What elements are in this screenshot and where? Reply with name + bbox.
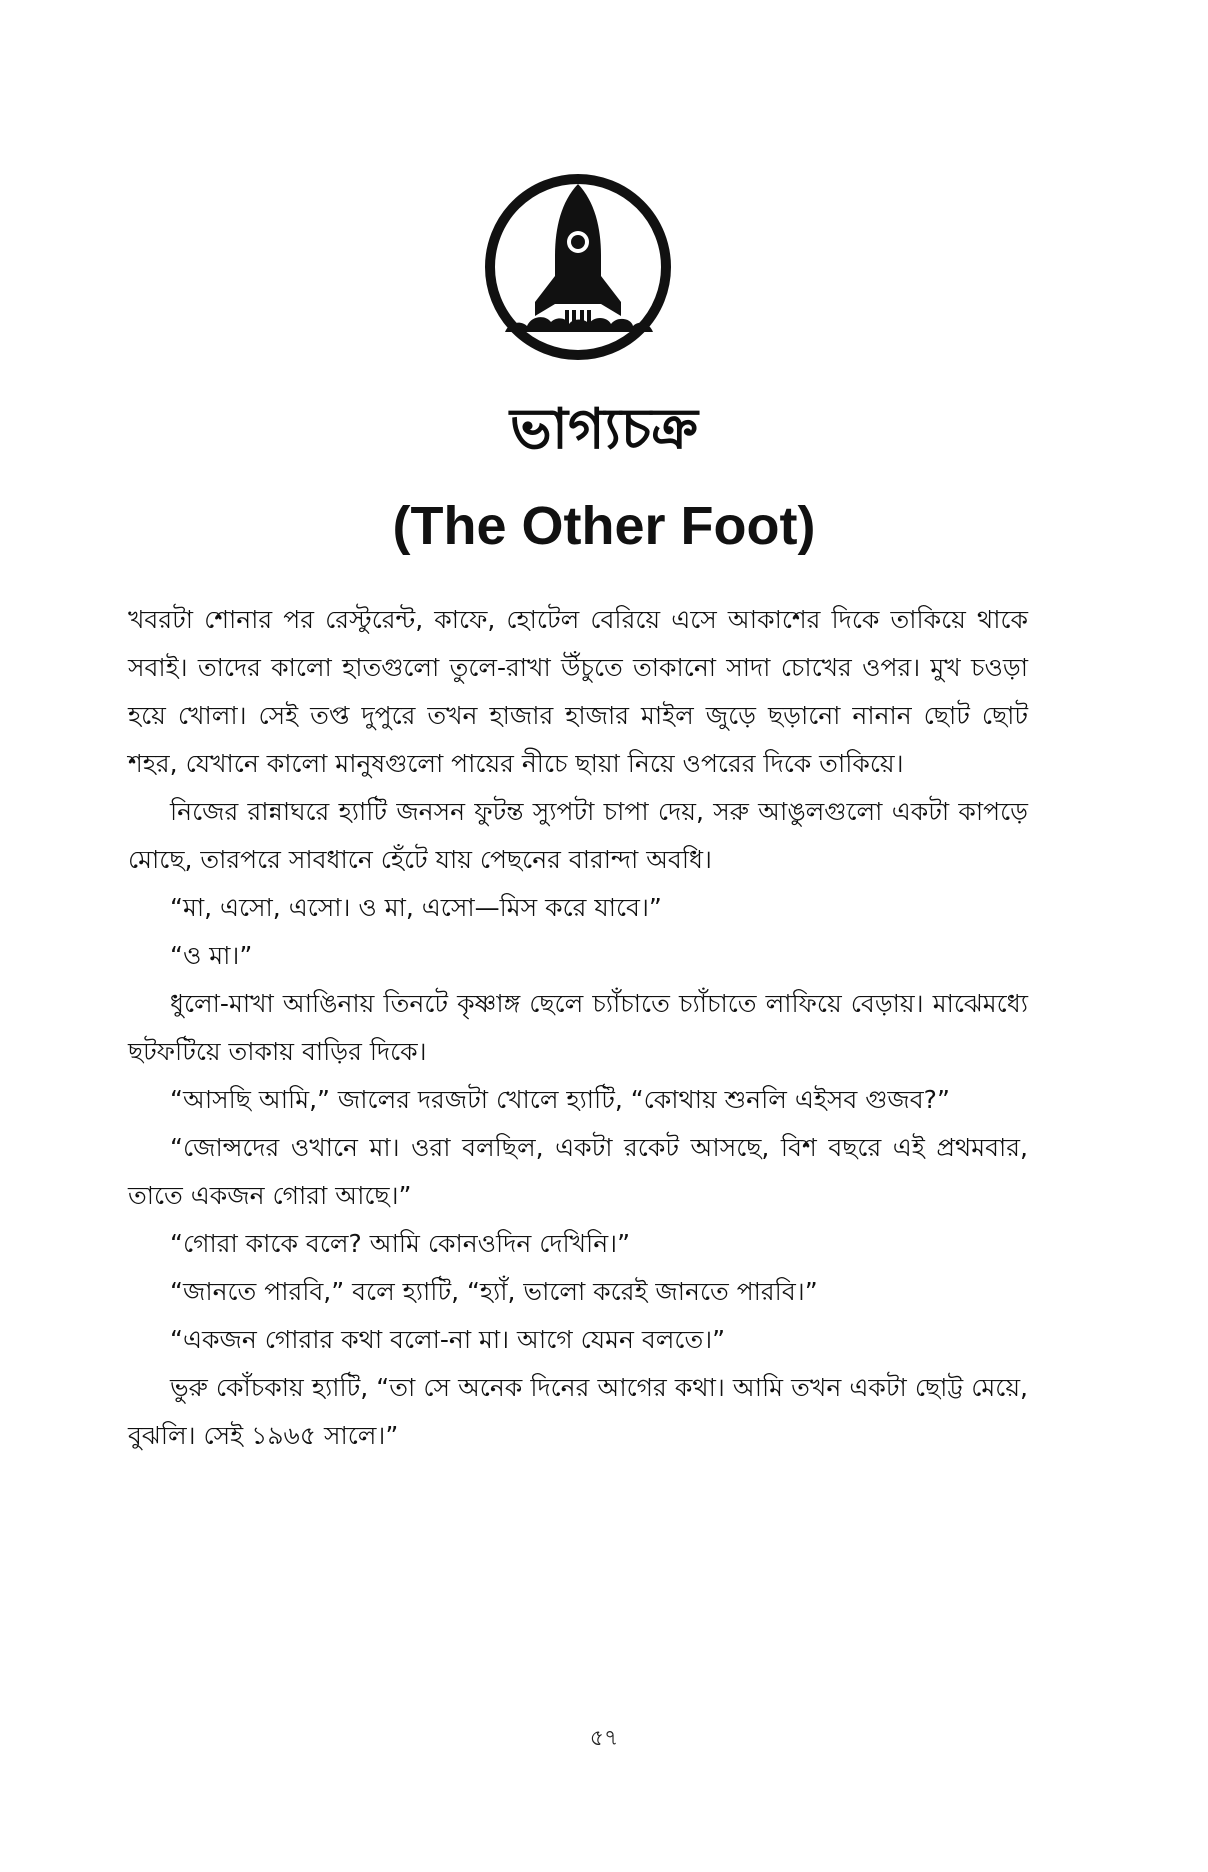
- dialogue-paragraph: “ও মা।”: [170, 941, 253, 970]
- chapter-title-english: (The Other Foot): [392, 496, 816, 556]
- chapter-title-bengali: ভাগ্যচক্র: [510, 397, 698, 462]
- dialogue-paragraph: “জানতে পারবি,” বলে হ্যাটি, “হ্যাঁ, ভালো করেই জানতে পারবি।”: [170, 1277, 818, 1306]
- page-number: ৫৭: [589, 1726, 619, 1751]
- paragraph: ধুলো-মাখা আঙিনায় তিনটে কৃষ্ণাঙ্গ ছেলে চ্যাঁচাতে চ্যাঁচাতে লাফিয়ে বেড়ায়। মাঝেমধ্যে ছটফটিয়ে তাকায় বাড়ির দিকে।: [128, 989, 1028, 1066]
- dialogue-paragraph: “আসছি আমি,” জালের দরজটা খোলে হ্যাটি, “কোথায় শুনলি এইসব গুজব?”: [170, 1085, 950, 1114]
- dialogue-paragraph: “মা, এসো, এসো। ও মা, এসো—মিস করে যাবে।”: [170, 893, 662, 922]
- dialogue-paragraph: ভুরু কোঁচকায় হ্যাটি, “তা সে অনেক দিনের আগের কথা। আমি তখন একটা ছোট্ট মেয়ে, বুঝলি। সেই ১৯৬৫ সালে।”: [128, 1373, 1028, 1450]
- dialogue-paragraph: “একজন গোরার কথা বলো-না মা। আগে যেমন বলতে।”: [170, 1325, 726, 1354]
- paragraph: নিজের রান্নাঘরে হ্যাটি জনসন ফুটন্ত স্যুপটা চাপা দেয়, সরু আঙুলগুলো একটা কাপড়ে মোছে, তারপরে সাবধানে হেঁটে যায় পেছনের বারান্দা অবধি।: [128, 797, 1028, 874]
- dialogue-paragraph: “জোন্সদের ওখানে মা। ওরা বলছিল, একটা রকেট আসছে, বিশ বছরে এই প্রথমবার, তাতে একজন গোরা আছে।”: [128, 1133, 1028, 1210]
- paragraph: খবরটা শোনার পর রেস্টুরেন্ট, কাফে, হোটেল বেরিয়ে এসে আকাশের দিকে তাকিয়ে থাকে সবাই। তাদের কালো হাতগুলো তুলে-রাখা উঁচুতে তাকানো সাদা চোখের ওপর। মুখ চওড়া হয়ে খোলা। সেই তপ্ত দুপুরে তখন হাজার হাজার মাইল জুড়ে ছড়ানো নানান ছোট ছোট শহর, যেখানে কালো মানুষগুলো পায়ের নীচে ছায়া নিয়ে ওপরের দিকে তাকিয়ে।: [128, 605, 1028, 778]
- rocket-launch-icon: [483, 172, 673, 362]
- dialogue-paragraph: “গোরা কাকে বলে? আমি কোনওদিন দেখিনি।”: [170, 1229, 631, 1258]
- chapter-body: [128, 596, 1028, 1460]
